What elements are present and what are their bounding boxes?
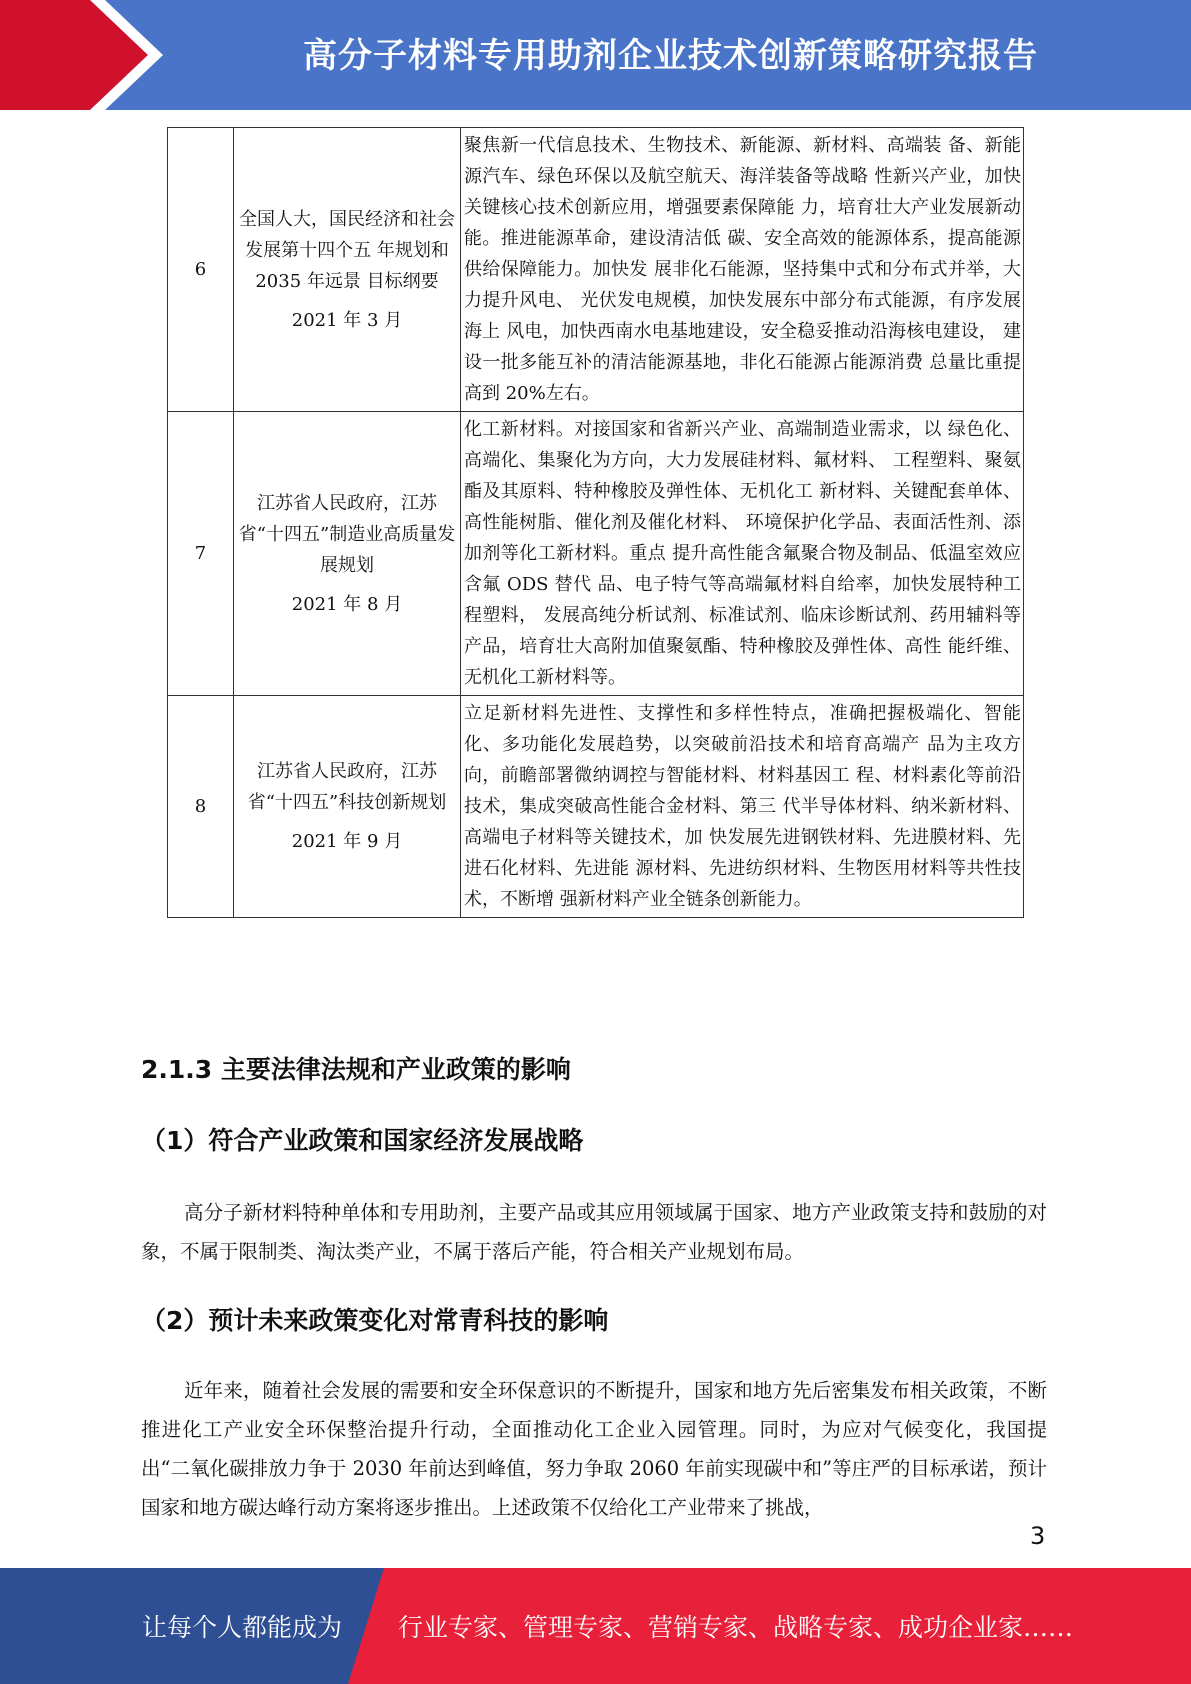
policy-content: 立足新材料先进性、支撑性和多样性特点，准确把握极端化、智能化、多功能化发展趋势，以突破前沿技术和培育高端产 品为主攻方向，前瞻部署微纳调控与智能材料、材料基因工 程、材料素化等前沿技术，集成突破高性能合金材料、第三 代半导体材料、纳米新材料、高端电子材料等关键技术，加 快发展先进钢铁材料、先进膜材料、先进石化材料、先进能 源材料、先进纺织材料、生物医用材料等共性技术，不断增 强新材料产业全链条创新能力。	[461, 696, 1024, 918]
footer-slogan-left: 让每个人都能成为	[142, 1613, 343, 1642]
policy-table	[167, 127, 1024, 918]
page-footer	[0, 1568, 1191, 1684]
table-row	[168, 696, 1024, 918]
section-heading: 2.1.3 主要法律法规和产业政策的影响	[141, 1055, 571, 1084]
paragraph-2: 近年来，随着社会发展的需要和安全环保意识的不断提升，国家和地方先后密集发布相关政策，不断推进化工产业安全环保整治提升行动，全面推动化工企业入园管理。同时，为应对气候变化，我国提出“二氧化碳排放力争于 2030 年前达到峰值，努力争取 2060 年前实现碳中和”等庄严的目标承诺，预计国家和地方碳达峰行动方案将逐步推出。上述政策不仅给化工产业带来了挑战，	[141, 1379, 1047, 1519]
policy-content: 化工新材料。对接国家和省新兴产业、高端制造业需求，以 绿色化、高端化、集聚化为方向，大力发展硅材料、氟材料、 工程塑料、聚氨酯及其原料、特种橡胶及弹性体、无机化工 新材料、关键配套单体、高性能树脂、催化剂及催化材料、 环境保护化学品、表面活性剂、添加剂等化工新材料。重点 提升高性能含氟聚合物及制品、低温室效应含氟 ODS 替代 品、电子特气等高端氟材料自给率，加快发展特种工程塑料， 发展高纯分析试剂、标准试剂、临床诊断试剂、药用辅料等 产品，培育壮大高附加值聚氨酯、特种橡胶及弹性体、高性 能纤维、无机化工新材料等。	[461, 412, 1024, 696]
row-number: 7	[168, 412, 234, 696]
page-header	[0, 0, 1191, 110]
subsection-heading-2: （2）预计未来政策变化对常青科技的影响	[141, 1306, 609, 1335]
policy-source-text: 江苏省人民政府，江苏省“十四五”科技创新规划	[247, 761, 447, 813]
policy-content: 聚焦新一代信息技术、生物技术、新能源、新材料、高端装 备、新能源汽车、绿色环保以及航空航天、海洋装备等战略 性新兴产业，加快关键核心技术创新应用，增强要素保障能 力，培育壮大产业发展新动能。推进能源革命，建设清洁低 碳、安全高效的能源体系，提高能源供给保障能力。加快发 展非化石能源，坚持集中式和分布式并举，大力提升风电、 光伏发电规模，加快发展东中部分布式能源，有序发展海上 风电，加快西南水电基地建设，安全稳妥推动沿海核电建设， 建设一批多能互补的清洁能源基地，非化石能源占能源消费 总量比重提高到 20%左右。	[461, 128, 1024, 412]
paragraph-1: 高分子新材料特种单体和专用助剂，主要产品或其应用领域属于国家、地方产业政策支持和鼓励的对象，不属于限制类、淘汰类产业，不属于落后产能，符合相关产业规划布局。	[141, 1201, 1047, 1263]
policy-source	[234, 412, 461, 696]
row-number: 8	[168, 696, 234, 918]
policy-date: 2021 年 9 月	[291, 831, 403, 852]
subsection-heading-1: （1）符合产业政策和国家经济发展战略	[141, 1126, 584, 1155]
report-title: 高分子材料专用助剂企业技术创新策略研究报告	[303, 36, 1038, 76]
policy-source	[234, 696, 461, 918]
table-row	[168, 128, 1024, 412]
table-row	[168, 412, 1024, 696]
page-number: 3	[1030, 1522, 1046, 1550]
policy-source	[234, 128, 461, 412]
policy-date: 2021 年 3 月	[291, 309, 403, 331]
footer-slogan-right: 行业专家、管理专家、营销专家、战略专家、成功企业家……	[398, 1613, 1074, 1642]
policy-date: 2021 年 8 月	[291, 593, 403, 615]
policy-source-text: 江苏省人民政府，江苏省“十四五”制造业高质量发展规划	[238, 492, 456, 576]
row-number: 6	[168, 128, 234, 412]
policy-source-text: 全国人大，国民经济和社会发展第十四个五 年规划和 2035 年远景 目标纲要	[239, 208, 455, 292]
